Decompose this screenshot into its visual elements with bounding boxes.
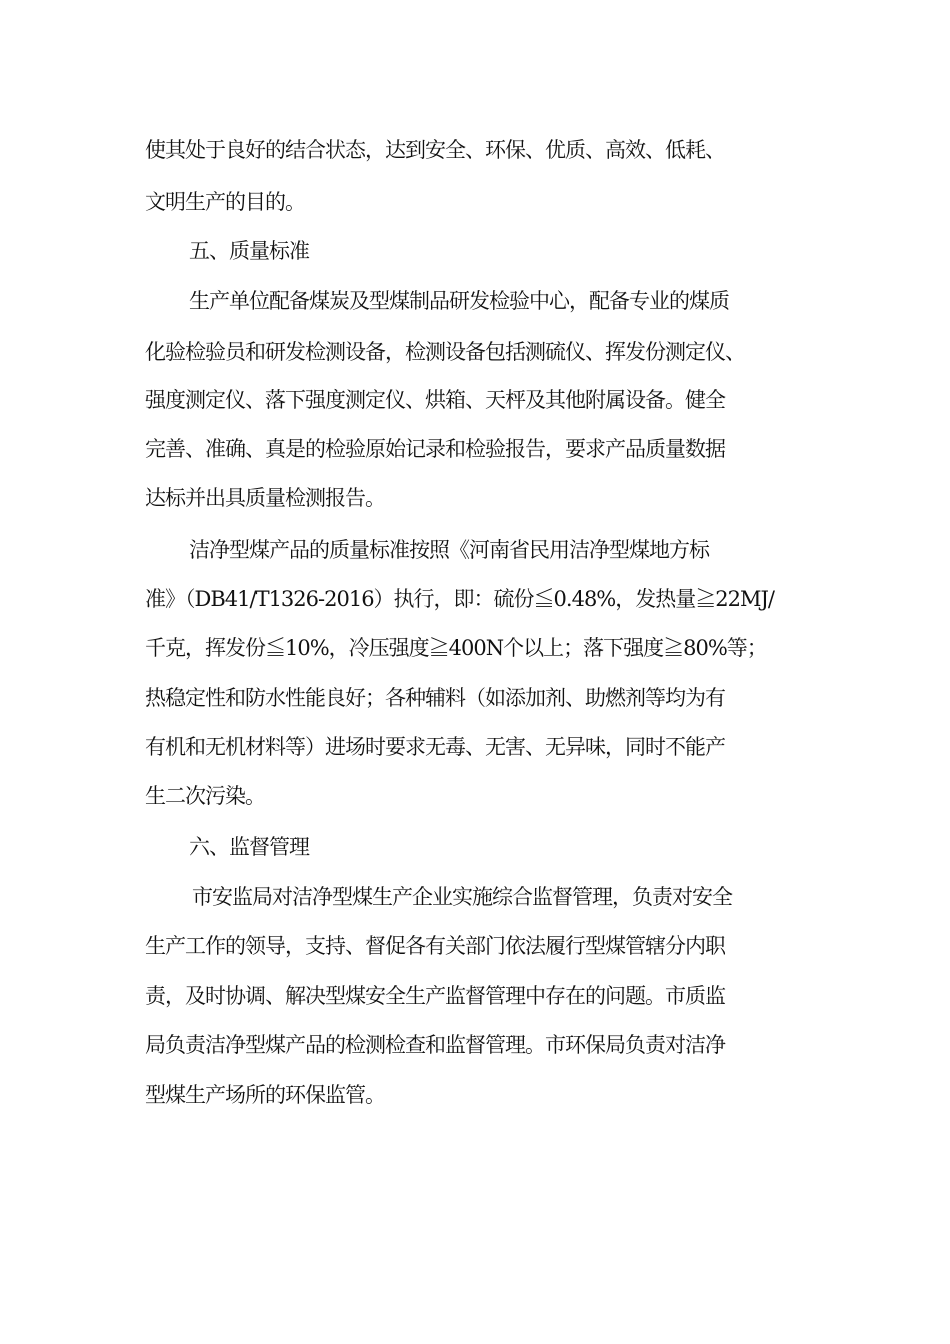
text-line: 强度测定仪、落下强度测定仪、烘箱、天枰及其他附属设备。健全 [145,388,725,412]
text-line: 局负责洁净型煤产品的检测检查和监督管理。市环保局负责对洁净 [145,1033,725,1057]
text-line: 生产工作的领导，支持、督促各有关部门依法履行型煤管辖分内职 [145,934,725,958]
text-line: 达标并出具质量检测报告。 [145,486,385,510]
text-line: 生二次污染。 [145,784,265,808]
text-line: 完善、准确、真是的检验原始记录和检验报告，要求产品质量数据 [145,437,725,461]
text-line: 市安监局对洁净型煤生产企业实施综合监督管理，负责对安全 [192,885,732,909]
text-line: 生产单位配备煤炭及型煤制品研发检验中心，配备专业的煤质 [189,289,729,313]
text-line: 洁净型煤产品的质量标准按照《河南省民用洁净型煤地方标 [189,538,709,562]
text-line: 准》（DB41/T1326-2016）执行，即：硫份≦0.48%，发热量≧22MJ/ [145,587,774,611]
text-line: 化验检验员和研发检测设备，检测设备包括测硫仪、挥发份测定仪、 [145,340,745,364]
text-line: 文明生产的目的。 [145,190,305,214]
text-line: 热稳定性和防水性能良好；各种辅料（如添加剂、助燃剂等均为有 [145,686,725,710]
text-line: 使其处于良好的结合状态，达到安全、环保、优质、高效、低耗、 [145,138,725,162]
text-line: 责，及时协调、解决型煤安全生产监督管理中存在的问题。市质监 [145,984,725,1008]
text-line: 型煤生产场所的环保监管。 [145,1083,385,1107]
section-heading-quality-standard: 五、质量标准 [189,239,309,263]
text-line: 有机和无机材料等）进场时要求无毒、无害、无异味，同时不能产 [145,735,725,759]
text-line: 千克，挥发份≦10%，冷压强度≧400N个以上；落下强度≧80%等； [145,636,767,660]
section-heading-supervision: 六、监督管理 [189,835,309,859]
